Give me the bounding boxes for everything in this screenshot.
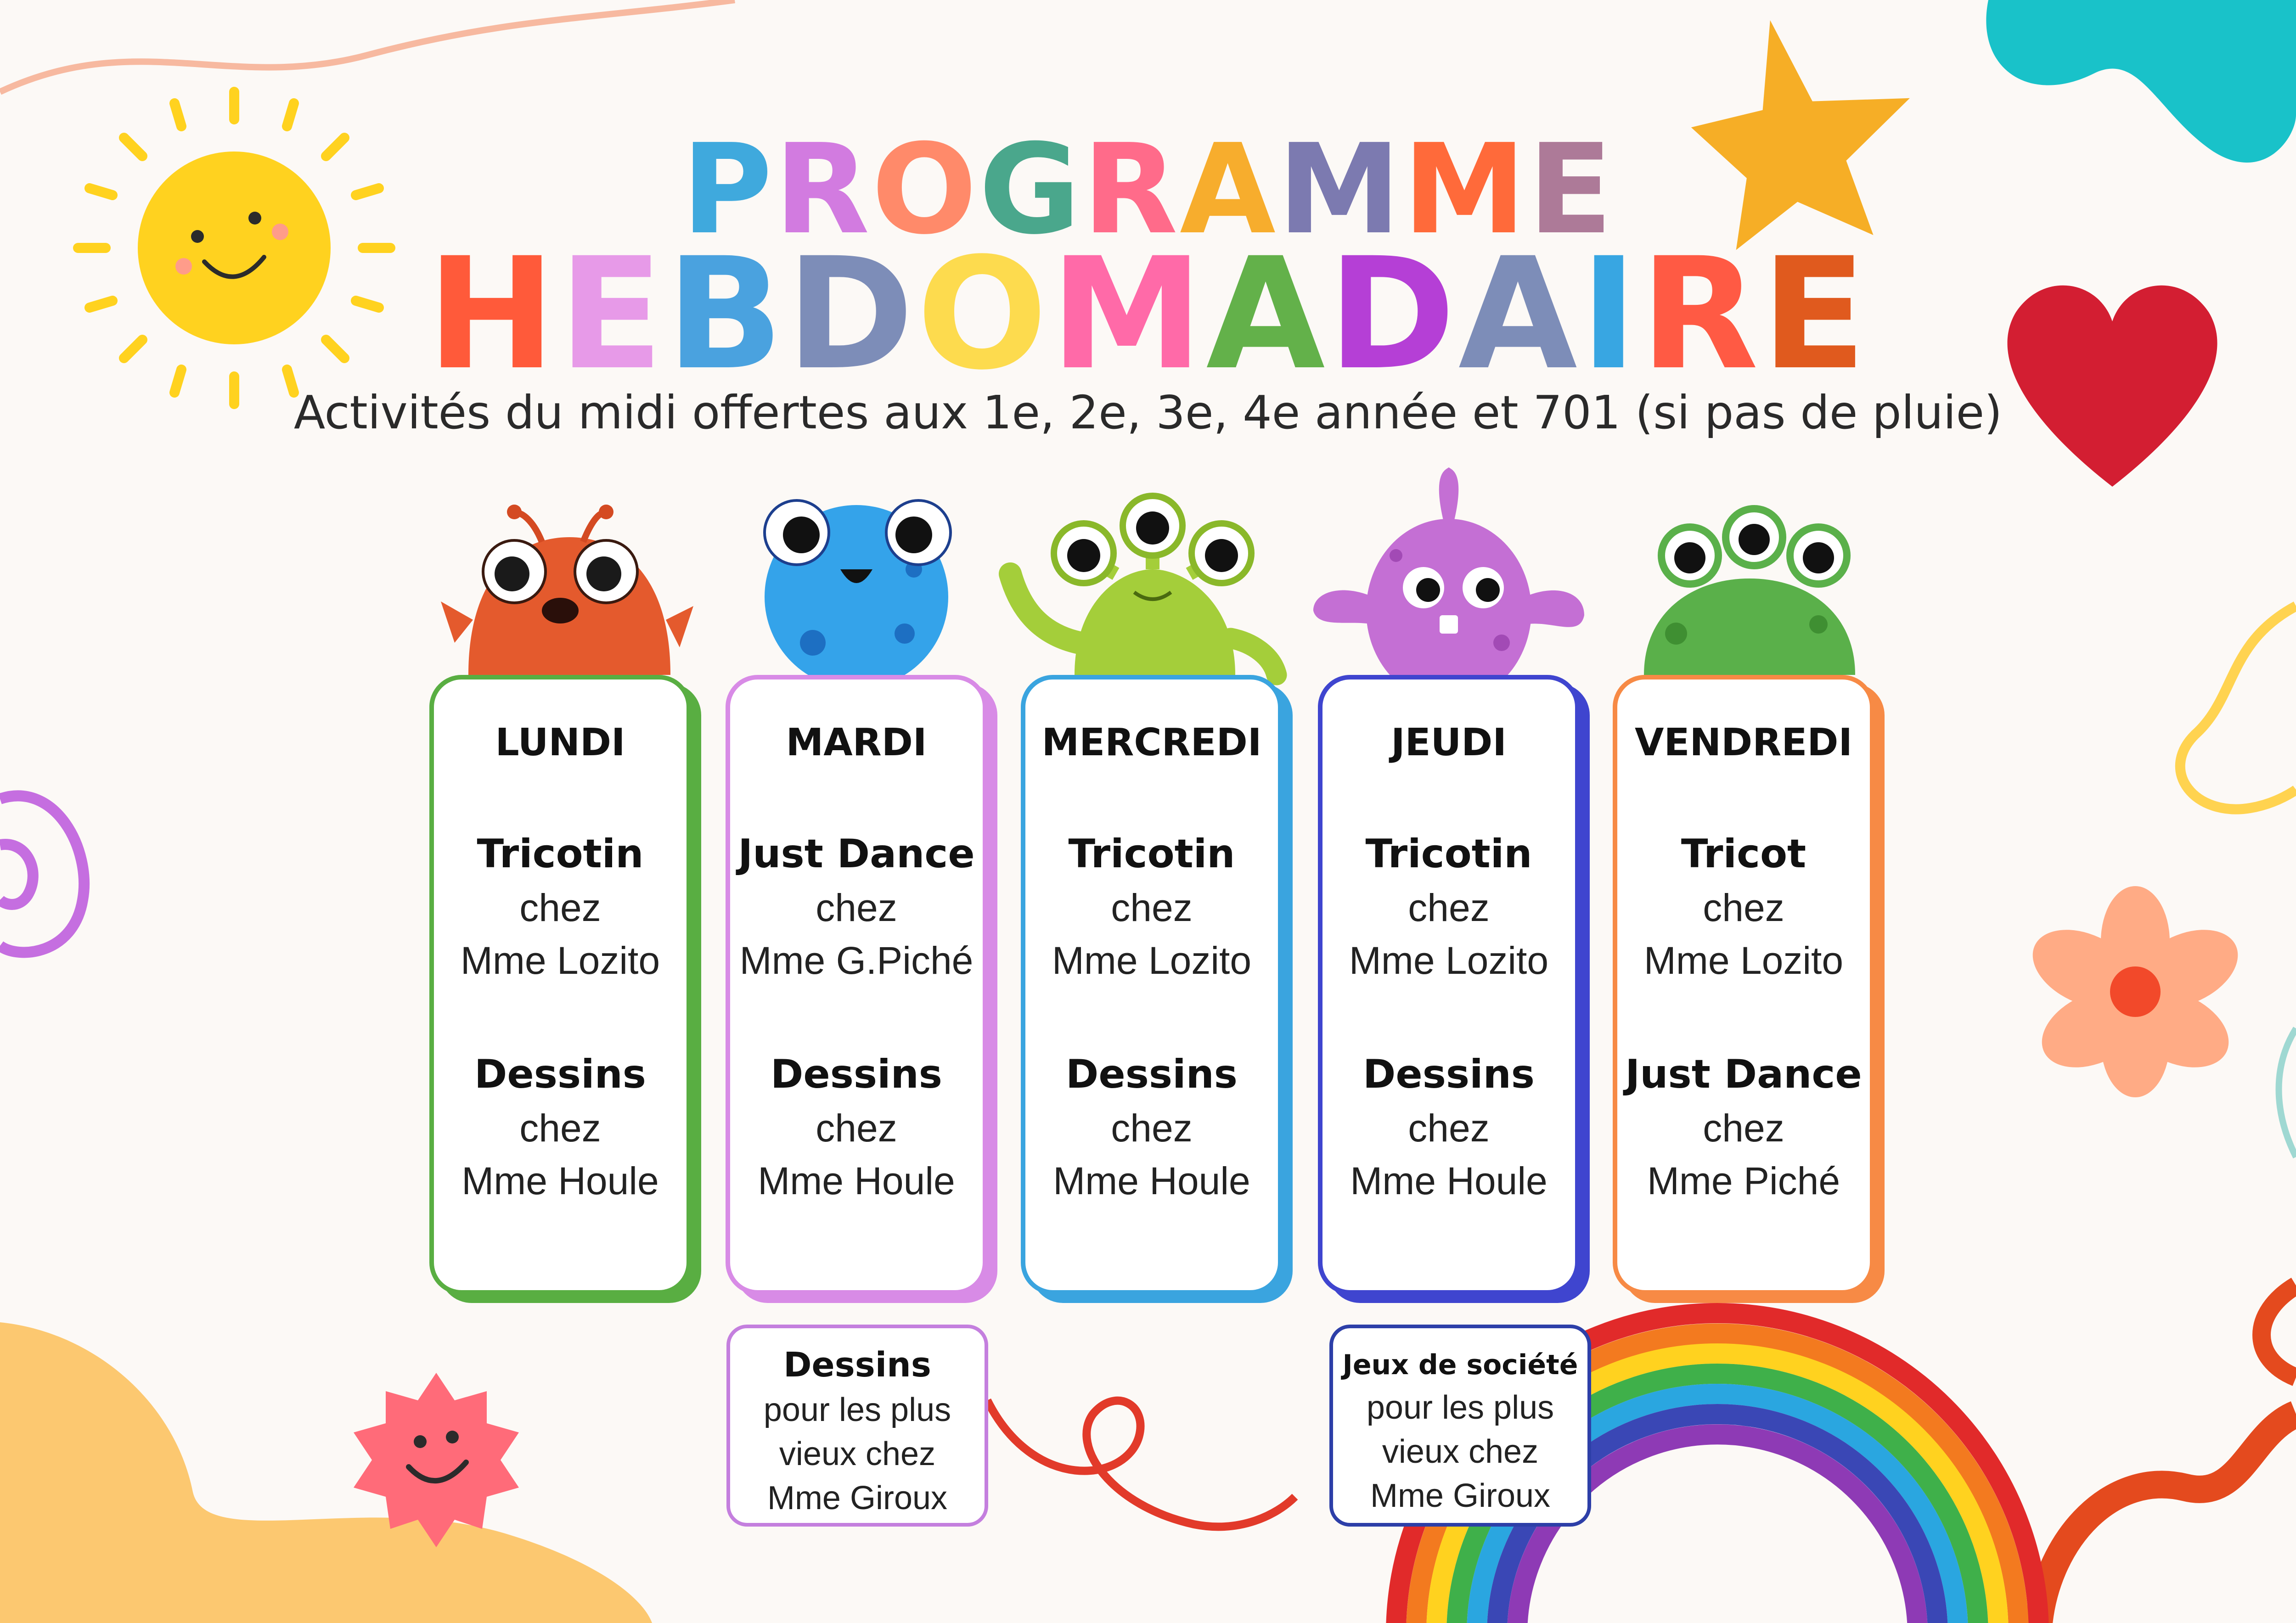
- activity-chez: chez: [1703, 1106, 1784, 1150]
- activity: [1617, 1047, 1870, 1207]
- extra-line: Mme Giroux: [767, 1480, 948, 1516]
- extra-line: pour les plus: [763, 1392, 951, 1428]
- activity: [1322, 1047, 1575, 1207]
- activity-who: Mme G.Piché: [739, 939, 974, 982]
- activity-name: Tricotin: [1068, 831, 1235, 877]
- title-letter: G: [979, 117, 1083, 262]
- title-letter: H: [427, 225, 558, 404]
- activity-chez: chez: [1408, 1106, 1490, 1150]
- activity-who: Mme Lozito: [1643, 939, 1844, 982]
- extra-activity-name: Jeux de société: [1342, 1349, 1578, 1381]
- day-card-mardi: [726, 675, 987, 1295]
- title-letter: R: [1640, 225, 1761, 404]
- activity-name: Just Dance: [738, 831, 975, 877]
- activity-name: Just Dance: [1625, 1051, 1862, 1097]
- extra-activity-name: Dessins: [783, 1345, 931, 1385]
- title-letter: A: [1180, 117, 1277, 262]
- activity-name: Dessins: [771, 1051, 942, 1097]
- activity-name: Tricot: [1681, 831, 1806, 877]
- title-letter: D: [1328, 225, 1458, 404]
- activity-chez: chez: [1111, 1106, 1193, 1150]
- title-letter: O: [871, 117, 979, 262]
- dark-green-monster-icon: [1644, 509, 1855, 675]
- day-label: LUNDI: [495, 721, 625, 764]
- activity-chez: chez: [816, 1106, 897, 1150]
- extra-line: pour les plus: [1366, 1389, 1554, 1426]
- green-monster-icon: [1010, 496, 1277, 675]
- title-letter: R: [774, 117, 872, 262]
- extra-line: vieux chez: [779, 1436, 936, 1472]
- title-letter: O: [917, 225, 1050, 404]
- title-letter: A: [1206, 225, 1328, 404]
- day-label: JEUDI: [1391, 721, 1507, 764]
- extra-card-jeudi: [1329, 1325, 1591, 1527]
- title-letter: I: [1580, 225, 1640, 404]
- activity: [434, 826, 687, 987]
- activity-who: Mme Houle: [1053, 1159, 1250, 1202]
- title-letter: M: [1402, 117, 1528, 262]
- activity-name: Tricotin: [477, 831, 644, 877]
- title-letter: M: [1277, 117, 1403, 262]
- activity: [1617, 826, 1870, 987]
- activity-who: Mme Houle: [461, 1159, 659, 1202]
- activity-who: Mme Lozito: [1349, 939, 1549, 982]
- title-letter: E: [1528, 117, 1615, 262]
- blue-monster-icon: [765, 500, 951, 689]
- activity-chez: chez: [519, 1106, 601, 1150]
- day-card-vendredi: [1613, 675, 1874, 1295]
- activity: [434, 1047, 687, 1207]
- activity-chez: chez: [1703, 886, 1784, 929]
- extra-card-mardi: [726, 1325, 988, 1527]
- title-letter: B: [666, 225, 787, 404]
- activity-who: Mme Lozito: [460, 939, 660, 982]
- extra-line: Mme Giroux: [1370, 1477, 1551, 1514]
- day-card-mercredi: [1021, 675, 1283, 1295]
- activity-name: Dessins: [474, 1051, 646, 1097]
- activity-who: Mme Lozito: [1052, 939, 1252, 982]
- activity: [1322, 826, 1575, 987]
- activity-chez: chez: [1111, 886, 1193, 929]
- activity-chez: chez: [816, 886, 897, 929]
- activity-name: Tricotin: [1365, 831, 1532, 877]
- extra-line: vieux chez: [1382, 1433, 1539, 1470]
- day-card-lundi: [429, 675, 691, 1295]
- activity-who: Mme Houle: [1350, 1159, 1548, 1202]
- title-letter: E: [558, 225, 666, 404]
- activity-name: Dessins: [1363, 1051, 1535, 1097]
- title-letter: A: [1458, 225, 1580, 404]
- title-letter: E: [1761, 225, 1869, 404]
- day-label: MARDI: [786, 721, 927, 764]
- title-letter: R: [1082, 117, 1180, 262]
- day-card-jeudi: [1318, 675, 1580, 1295]
- subtitle: Activités du midi offertes aux 1e, 2e, 3e, 4e année et 701 (si pas de pluie): [293, 386, 2003, 439]
- activity-chez: chez: [1408, 886, 1490, 929]
- activity: [1025, 1047, 1278, 1207]
- red-monster-icon: [441, 505, 693, 675]
- activity: [730, 1047, 983, 1207]
- activity-name: Dessins: [1066, 1051, 1238, 1097]
- purple-monster-icon: [1313, 473, 1584, 702]
- activity-chez: chez: [519, 886, 601, 929]
- title-letter: D: [786, 225, 917, 404]
- title-letter: M: [1050, 225, 1206, 404]
- title-letter: P: [681, 117, 775, 262]
- day-label: VENDREDI: [1635, 721, 1852, 764]
- day-label: MERCREDI: [1041, 721, 1262, 764]
- activity: [730, 826, 983, 987]
- activity-who: Mme Piché: [1647, 1159, 1840, 1202]
- activity: [1025, 826, 1278, 987]
- activity-who: Mme Houle: [758, 1159, 955, 1202]
- title-hebdomadaire: [0, 225, 2296, 404]
